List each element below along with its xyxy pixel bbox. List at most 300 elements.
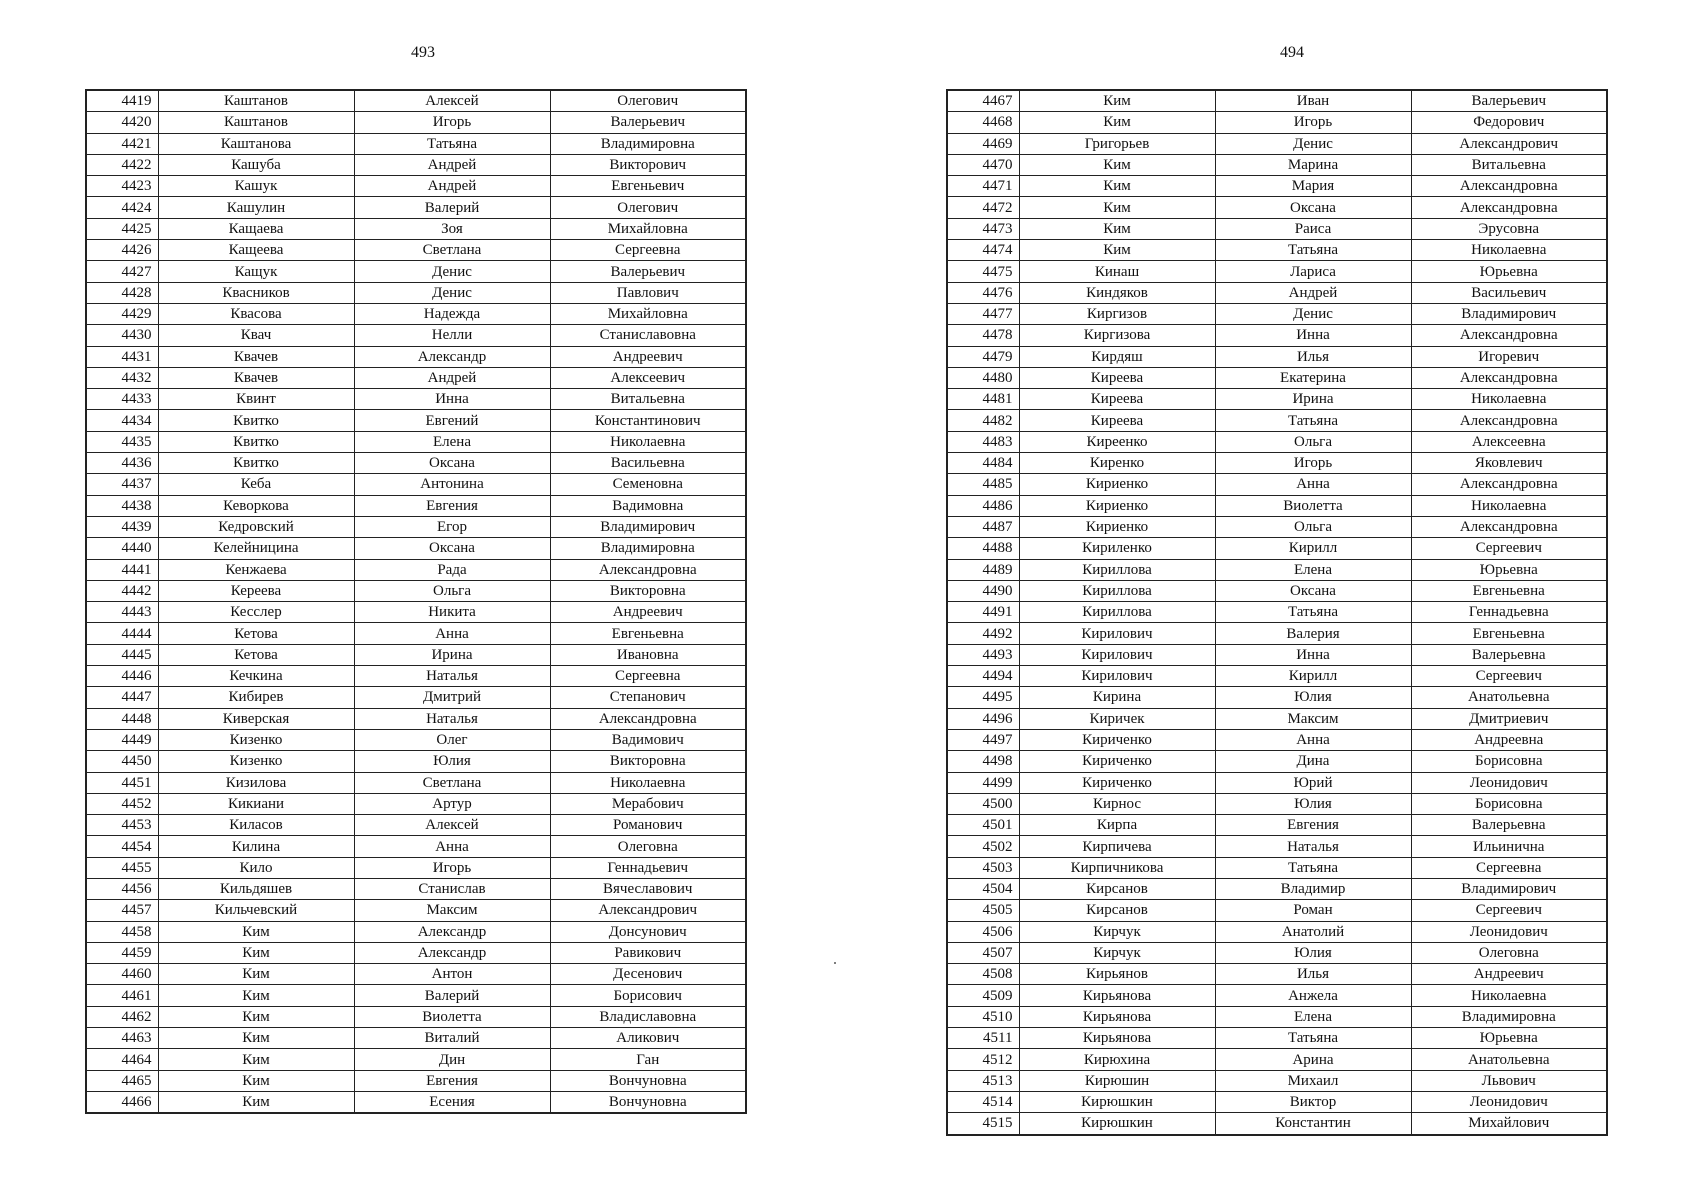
patronymic-cell: Сергеевич <box>1411 900 1607 921</box>
last-name-cell: Кирьянова <box>1019 1028 1215 1049</box>
last-name-cell: Кириенко <box>1019 474 1215 495</box>
last-name-cell: Квасова <box>158 303 354 324</box>
first-name-cell: Денис <box>354 282 550 303</box>
patronymic-cell: Десенович <box>550 964 746 985</box>
last-name-cell: Кизенко <box>158 751 354 772</box>
first-name-cell: Андрей <box>354 367 550 388</box>
first-name-cell: Денис <box>1215 133 1411 154</box>
patronymic-cell: Игоревич <box>1411 346 1607 367</box>
first-name-cell: Максим <box>1215 708 1411 729</box>
table-row <box>86 793 746 814</box>
table-row <box>86 900 746 921</box>
row-number-cell: 4470 <box>947 154 1019 175</box>
row-number-cell: 4506 <box>947 921 1019 942</box>
table-row <box>947 367 1607 388</box>
last-name-cell: Кириллова <box>1019 602 1215 623</box>
first-name-cell: Раиса <box>1215 218 1411 239</box>
patronymic-cell: Николаевна <box>1411 495 1607 516</box>
first-name-cell: Светлана <box>354 240 550 261</box>
patronymic-cell: Валерьевич <box>550 261 746 282</box>
patronymic-cell: Александрович <box>550 900 746 921</box>
first-name-cell: Иван <box>1215 90 1411 112</box>
row-number-cell: 4504 <box>947 878 1019 899</box>
last-name-cell: Кильдяшев <box>158 878 354 899</box>
patronymic-cell: Сергеевна <box>550 666 746 687</box>
patronymic-cell: Александровна <box>1411 410 1607 431</box>
last-name-cell: Ким <box>158 921 354 942</box>
row-number-cell: 4428 <box>86 282 158 303</box>
first-name-cell: Мария <box>1215 176 1411 197</box>
table-row <box>947 303 1607 324</box>
last-name-cell: Квач <box>158 325 354 346</box>
last-name-cell: Кирина <box>1019 687 1215 708</box>
last-name-cell: Кирпичникова <box>1019 857 1215 878</box>
last-name-cell: Кетова <box>158 644 354 665</box>
row-number-cell: 4488 <box>947 538 1019 559</box>
row-number-cell: 4452 <box>86 793 158 814</box>
patronymic-cell: Александровна <box>1411 197 1607 218</box>
patronymic-cell: Васильевич <box>1411 282 1607 303</box>
patronymic-cell: Юрьевна <box>1411 559 1607 580</box>
patronymic-cell: Николаевна <box>550 431 746 452</box>
patronymic-cell: Валерьевич <box>550 112 746 133</box>
first-name-cell: Анжела <box>1215 985 1411 1006</box>
row-number-cell: 4478 <box>947 325 1019 346</box>
first-name-cell: Ольга <box>1215 431 1411 452</box>
last-name-cell: Кирсанов <box>1019 900 1215 921</box>
patronymic-cell: Сергеевна <box>550 240 746 261</box>
first-name-cell: Андрей <box>1215 282 1411 303</box>
row-number-cell: 4424 <box>86 197 158 218</box>
last-name-cell: Кедровский <box>158 516 354 537</box>
table-row <box>86 1091 746 1113</box>
last-name-cell: Кечкина <box>158 666 354 687</box>
last-name-cell: Киренко <box>1019 453 1215 474</box>
row-number-cell: 4429 <box>86 303 158 324</box>
table-row <box>86 154 746 175</box>
row-number-cell: 4491 <box>947 602 1019 623</box>
row-number-cell: 4456 <box>86 878 158 899</box>
row-number-cell: 4444 <box>86 623 158 644</box>
row-number-cell: 4498 <box>947 751 1019 772</box>
row-number-cell: 4509 <box>947 985 1019 1006</box>
row-number-cell: 4451 <box>86 772 158 793</box>
table-row <box>86 495 746 516</box>
patronymic-cell: Владимировна <box>550 133 746 154</box>
patronymic-cell: Борисовна <box>1411 751 1607 772</box>
table-row <box>86 410 746 431</box>
patronymic-cell: Валерьевич <box>1411 90 1607 112</box>
table-row <box>947 1006 1607 1027</box>
patronymic-cell: Александрович <box>1411 133 1607 154</box>
patronymic-cell: Владимировна <box>1411 1006 1607 1027</box>
patronymic-cell: Евгеньевна <box>1411 580 1607 601</box>
last-name-cell: Ким <box>1019 240 1215 261</box>
last-name-cell: Ким <box>158 1006 354 1027</box>
table-row <box>947 1070 1607 1091</box>
row-number-cell: 4479 <box>947 346 1019 367</box>
table-row <box>947 857 1607 878</box>
last-name-cell: Кирьянов <box>1019 964 1215 985</box>
first-name-cell: Андрей <box>354 154 550 175</box>
first-name-cell: Оксана <box>1215 197 1411 218</box>
last-name-cell: Ким <box>1019 176 1215 197</box>
last-name-cell: Киверская <box>158 708 354 729</box>
patronymic-cell: Викторовна <box>550 751 746 772</box>
table-row <box>86 516 746 537</box>
table-row <box>947 644 1607 665</box>
first-name-cell: Юлия <box>354 751 550 772</box>
first-name-cell: Юлия <box>1215 687 1411 708</box>
table-row <box>86 687 746 708</box>
row-number-cell: 4448 <box>86 708 158 729</box>
patronymic-cell: Степанович <box>550 687 746 708</box>
patronymic-cell: Андреевич <box>550 602 746 623</box>
last-name-cell: Киреева <box>1019 410 1215 431</box>
roster-table-right <box>946 89 1608 1136</box>
last-name-cell: Кинаш <box>1019 261 1215 282</box>
row-number-cell: 4432 <box>86 367 158 388</box>
last-name-cell: Кириченко <box>1019 751 1215 772</box>
first-name-cell: Оксана <box>354 453 550 474</box>
row-number-cell: 4457 <box>86 900 158 921</box>
row-number-cell: 4441 <box>86 559 158 580</box>
first-name-cell: Анна <box>1215 729 1411 750</box>
row-number-cell: 4484 <box>947 453 1019 474</box>
table-row <box>86 708 746 729</box>
row-number-cell: 4427 <box>86 261 158 282</box>
last-name-cell: Кильчевский <box>158 900 354 921</box>
last-name-cell: Кириченко <box>1019 772 1215 793</box>
patronymic-cell: Михайлович <box>1411 1113 1607 1135</box>
first-name-cell: Алексей <box>354 90 550 112</box>
table-row <box>86 90 746 112</box>
table-row <box>86 836 746 857</box>
last-name-cell: Кило <box>158 857 354 878</box>
last-name-cell: Киргизова <box>1019 325 1215 346</box>
first-name-cell: Оксана <box>354 538 550 559</box>
first-name-cell: Евгения <box>354 495 550 516</box>
table-row <box>86 964 746 985</box>
first-name-cell: Юлия <box>1215 793 1411 814</box>
row-number-cell: 4486 <box>947 495 1019 516</box>
table-row <box>947 538 1607 559</box>
last-name-cell: Ким <box>158 1049 354 1070</box>
patronymic-cell: Александровна <box>1411 367 1607 388</box>
table-row <box>947 751 1607 772</box>
row-number-cell: 4465 <box>86 1070 158 1091</box>
last-name-cell: Кашук <box>158 176 354 197</box>
first-name-cell: Валерия <box>1215 623 1411 644</box>
patronymic-cell: Станиславовна <box>550 325 746 346</box>
patronymic-cell: Вончуновна <box>550 1070 746 1091</box>
first-name-cell: Антонина <box>354 474 550 495</box>
last-name-cell: Каштанова <box>158 133 354 154</box>
table-row <box>947 964 1607 985</box>
first-name-cell: Дмитрий <box>354 687 550 708</box>
first-name-cell: Татьяна <box>1215 1028 1411 1049</box>
table-row <box>947 1049 1607 1070</box>
first-name-cell: Инна <box>1215 644 1411 665</box>
first-name-cell: Валерий <box>354 985 550 1006</box>
row-number-cell: 4438 <box>86 495 158 516</box>
first-name-cell: Денис <box>354 261 550 282</box>
patronymic-cell: Витальевна <box>1411 154 1607 175</box>
row-number-cell: 4480 <box>947 367 1019 388</box>
patronymic-cell: Витальевна <box>550 389 746 410</box>
table-row <box>86 197 746 218</box>
last-name-cell: Кирпичева <box>1019 836 1215 857</box>
row-number-cell: 4481 <box>947 389 1019 410</box>
last-name-cell: Ким <box>1019 197 1215 218</box>
table-row <box>947 133 1607 154</box>
last-name-cell: Кесслер <box>158 602 354 623</box>
first-name-cell: Илья <box>1215 346 1411 367</box>
first-name-cell: Игорь <box>1215 453 1411 474</box>
first-name-cell: Лариса <box>1215 261 1411 282</box>
row-number-cell: 4501 <box>947 815 1019 836</box>
first-name-cell: Инна <box>1215 325 1411 346</box>
patronymic-cell: Ивановна <box>550 644 746 665</box>
first-name-cell: Анатолий <box>1215 921 1411 942</box>
last-name-cell: Квинт <box>158 389 354 410</box>
patronymic-cell: Александровна <box>1411 516 1607 537</box>
row-number-cell: 4423 <box>86 176 158 197</box>
last-name-cell: Кашулин <box>158 197 354 218</box>
first-name-cell: Алексей <box>354 815 550 836</box>
row-number-cell: 4513 <box>947 1070 1019 1091</box>
patronymic-cell: Юрьевна <box>1411 1028 1607 1049</box>
first-name-cell: Анна <box>1215 474 1411 495</box>
row-number-cell: 4422 <box>86 154 158 175</box>
row-number-cell: 4507 <box>947 942 1019 963</box>
row-number-cell: 4483 <box>947 431 1019 452</box>
table-row <box>947 495 1607 516</box>
row-number-cell: 4437 <box>86 474 158 495</box>
patronymic-cell: Николаевна <box>1411 985 1607 1006</box>
first-name-cell: Виолетта <box>354 1006 550 1027</box>
last-name-cell: Кетова <box>158 623 354 644</box>
first-name-cell: Константин <box>1215 1113 1411 1135</box>
last-name-cell: Кириллова <box>1019 559 1215 580</box>
row-number-cell: 4508 <box>947 964 1019 985</box>
last-name-cell: Киндяков <box>1019 282 1215 303</box>
last-name-cell: Кашуба <box>158 154 354 175</box>
last-name-cell: Келейницина <box>158 538 354 559</box>
patronymic-cell: Олегович <box>550 90 746 112</box>
first-name-cell: Кирилл <box>1215 538 1411 559</box>
first-name-cell: Евгения <box>354 1070 550 1091</box>
table-row <box>86 857 746 878</box>
table-row <box>947 197 1607 218</box>
patronymic-cell: Мерабович <box>550 793 746 814</box>
row-number-cell: 4482 <box>947 410 1019 431</box>
row-number-cell: 4458 <box>86 921 158 942</box>
patronymic-cell: Сергеевич <box>1411 538 1607 559</box>
first-name-cell: Светлана <box>354 772 550 793</box>
first-name-cell: Кирилл <box>1215 666 1411 687</box>
patronymic-cell: Вячеславович <box>550 878 746 899</box>
table-row <box>86 559 746 580</box>
last-name-cell: Кирчук <box>1019 942 1215 963</box>
first-name-cell: Наталья <box>354 708 550 729</box>
row-number-cell: 4469 <box>947 133 1019 154</box>
first-name-cell: Наталья <box>354 666 550 687</box>
row-number-cell: 4492 <box>947 623 1019 644</box>
table-row <box>86 1049 746 1070</box>
last-name-cell: Кащеева <box>158 240 354 261</box>
table-row <box>947 218 1607 239</box>
patronymic-cell: Владимирович <box>550 516 746 537</box>
patronymic-cell: Владимирович <box>1411 303 1607 324</box>
patronymic-cell: Равикович <box>550 942 746 963</box>
patronymic-cell: Юрьевна <box>1411 261 1607 282</box>
patronymic-cell: Вончуновна <box>550 1091 746 1113</box>
row-number-cell: 4511 <box>947 1028 1019 1049</box>
table-row <box>947 729 1607 750</box>
row-number-cell: 4440 <box>86 538 158 559</box>
first-name-cell: Ольга <box>1215 516 1411 537</box>
patronymic-cell: Олеговна <box>1411 942 1607 963</box>
row-number-cell: 4510 <box>947 1006 1019 1027</box>
row-number-cell: 4445 <box>86 644 158 665</box>
patronymic-cell: Михайловна <box>550 218 746 239</box>
row-number-cell: 4496 <box>947 708 1019 729</box>
table-row <box>947 261 1607 282</box>
table-row <box>86 112 746 133</box>
first-name-cell: Роман <box>1215 900 1411 921</box>
row-number-cell: 4455 <box>86 857 158 878</box>
last-name-cell: Кибирев <box>158 687 354 708</box>
patronymic-cell: Сергеевич <box>1411 666 1607 687</box>
row-number-cell: 4435 <box>86 431 158 452</box>
roster-table-left <box>85 89 747 1114</box>
last-name-cell: Кирюхина <box>1019 1049 1215 1070</box>
last-name-cell: Киричек <box>1019 708 1215 729</box>
table-row <box>947 282 1607 303</box>
first-name-cell: Рада <box>354 559 550 580</box>
table-row <box>86 240 746 261</box>
last-name-cell: Кирнос <box>1019 793 1215 814</box>
table-row <box>86 878 746 899</box>
first-name-cell: Дин <box>354 1049 550 1070</box>
last-name-cell: Каштанов <box>158 112 354 133</box>
patronymic-cell: Леонидович <box>1411 921 1607 942</box>
table-row <box>947 985 1607 1006</box>
patronymic-cell: Сергеевна <box>1411 857 1607 878</box>
patronymic-cell: Эрусовна <box>1411 218 1607 239</box>
last-name-cell: Григорьев <box>1019 133 1215 154</box>
last-name-cell: Киреева <box>1019 389 1215 410</box>
patronymic-cell: Олегович <box>550 197 746 218</box>
table-row <box>86 453 746 474</box>
row-number-cell: 4500 <box>947 793 1019 814</box>
row-number-cell: 4420 <box>86 112 158 133</box>
patronymic-cell: Александровна <box>550 559 746 580</box>
row-number-cell: 4467 <box>947 90 1019 112</box>
row-number-cell: 4474 <box>947 240 1019 261</box>
last-name-cell: Кирсанов <box>1019 878 1215 899</box>
table-row <box>947 176 1607 197</box>
last-name-cell: Ким <box>1019 218 1215 239</box>
first-name-cell: Инна <box>354 389 550 410</box>
table-row <box>947 90 1607 112</box>
last-name-cell: Кирьянова <box>1019 985 1215 1006</box>
scan-speck <box>834 962 836 964</box>
first-name-cell: Евгения <box>1215 815 1411 836</box>
row-number-cell: 4502 <box>947 836 1019 857</box>
row-number-cell: 4439 <box>86 516 158 537</box>
first-name-cell: Илья <box>1215 964 1411 985</box>
patronymic-cell: Федорович <box>1411 112 1607 133</box>
first-name-cell: Виктор <box>1215 1091 1411 1112</box>
last-name-cell: Кирилович <box>1019 623 1215 644</box>
last-name-cell: Кирюшкин <box>1019 1091 1215 1112</box>
last-name-cell: Кеба <box>158 474 354 495</box>
patronymic-cell: Олеговна <box>550 836 746 857</box>
table-row <box>86 921 746 942</box>
table-row <box>86 1070 746 1091</box>
first-name-cell: Артур <box>354 793 550 814</box>
patronymic-cell: Александровна <box>1411 325 1607 346</box>
first-name-cell: Андрей <box>354 176 550 197</box>
row-number-cell: 4471 <box>947 176 1019 197</box>
table-row <box>947 389 1607 410</box>
table-row <box>86 1028 746 1049</box>
row-number-cell: 4473 <box>947 218 1019 239</box>
table-row <box>947 602 1607 623</box>
first-name-cell: Игорь <box>354 112 550 133</box>
first-name-cell: Максим <box>354 900 550 921</box>
last-name-cell: Киргизов <box>1019 303 1215 324</box>
row-number-cell: 4495 <box>947 687 1019 708</box>
table-row <box>86 602 746 623</box>
first-name-cell: Никита <box>354 602 550 623</box>
row-number-cell: 4515 <box>947 1113 1019 1135</box>
table-row <box>947 154 1607 175</box>
patronymic-cell: Леонидович <box>1411 772 1607 793</box>
last-name-cell: Кащук <box>158 261 354 282</box>
table-row <box>947 687 1607 708</box>
first-name-cell: Ирина <box>1215 389 1411 410</box>
row-number-cell: 4494 <box>947 666 1019 687</box>
last-name-cell: Кирьянова <box>1019 1006 1215 1027</box>
first-name-cell: Татьяна <box>1215 410 1411 431</box>
row-number-cell: 4466 <box>86 1091 158 1113</box>
patronymic-cell: Владимировна <box>550 538 746 559</box>
last-name-cell: Кереева <box>158 580 354 601</box>
table-row <box>86 1006 746 1027</box>
table-row <box>947 474 1607 495</box>
last-name-cell: Кирилович <box>1019 666 1215 687</box>
last-name-cell: Квачев <box>158 367 354 388</box>
patronymic-cell: Ган <box>550 1049 746 1070</box>
row-number-cell: 4468 <box>947 112 1019 133</box>
first-name-cell: Игорь <box>1215 112 1411 133</box>
first-name-cell: Ирина <box>354 644 550 665</box>
patronymic-cell: Евгеньевна <box>1411 623 1607 644</box>
first-name-cell: Егор <box>354 516 550 537</box>
first-name-cell: Надежда <box>354 303 550 324</box>
patronymic-cell: Александровна <box>550 708 746 729</box>
row-number-cell: 4472 <box>947 197 1019 218</box>
table-row <box>86 985 746 1006</box>
row-number-cell: 4447 <box>86 687 158 708</box>
patronymic-cell: Аликович <box>550 1028 746 1049</box>
row-number-cell: 4489 <box>947 559 1019 580</box>
table-row <box>86 815 746 836</box>
table-row <box>86 346 746 367</box>
